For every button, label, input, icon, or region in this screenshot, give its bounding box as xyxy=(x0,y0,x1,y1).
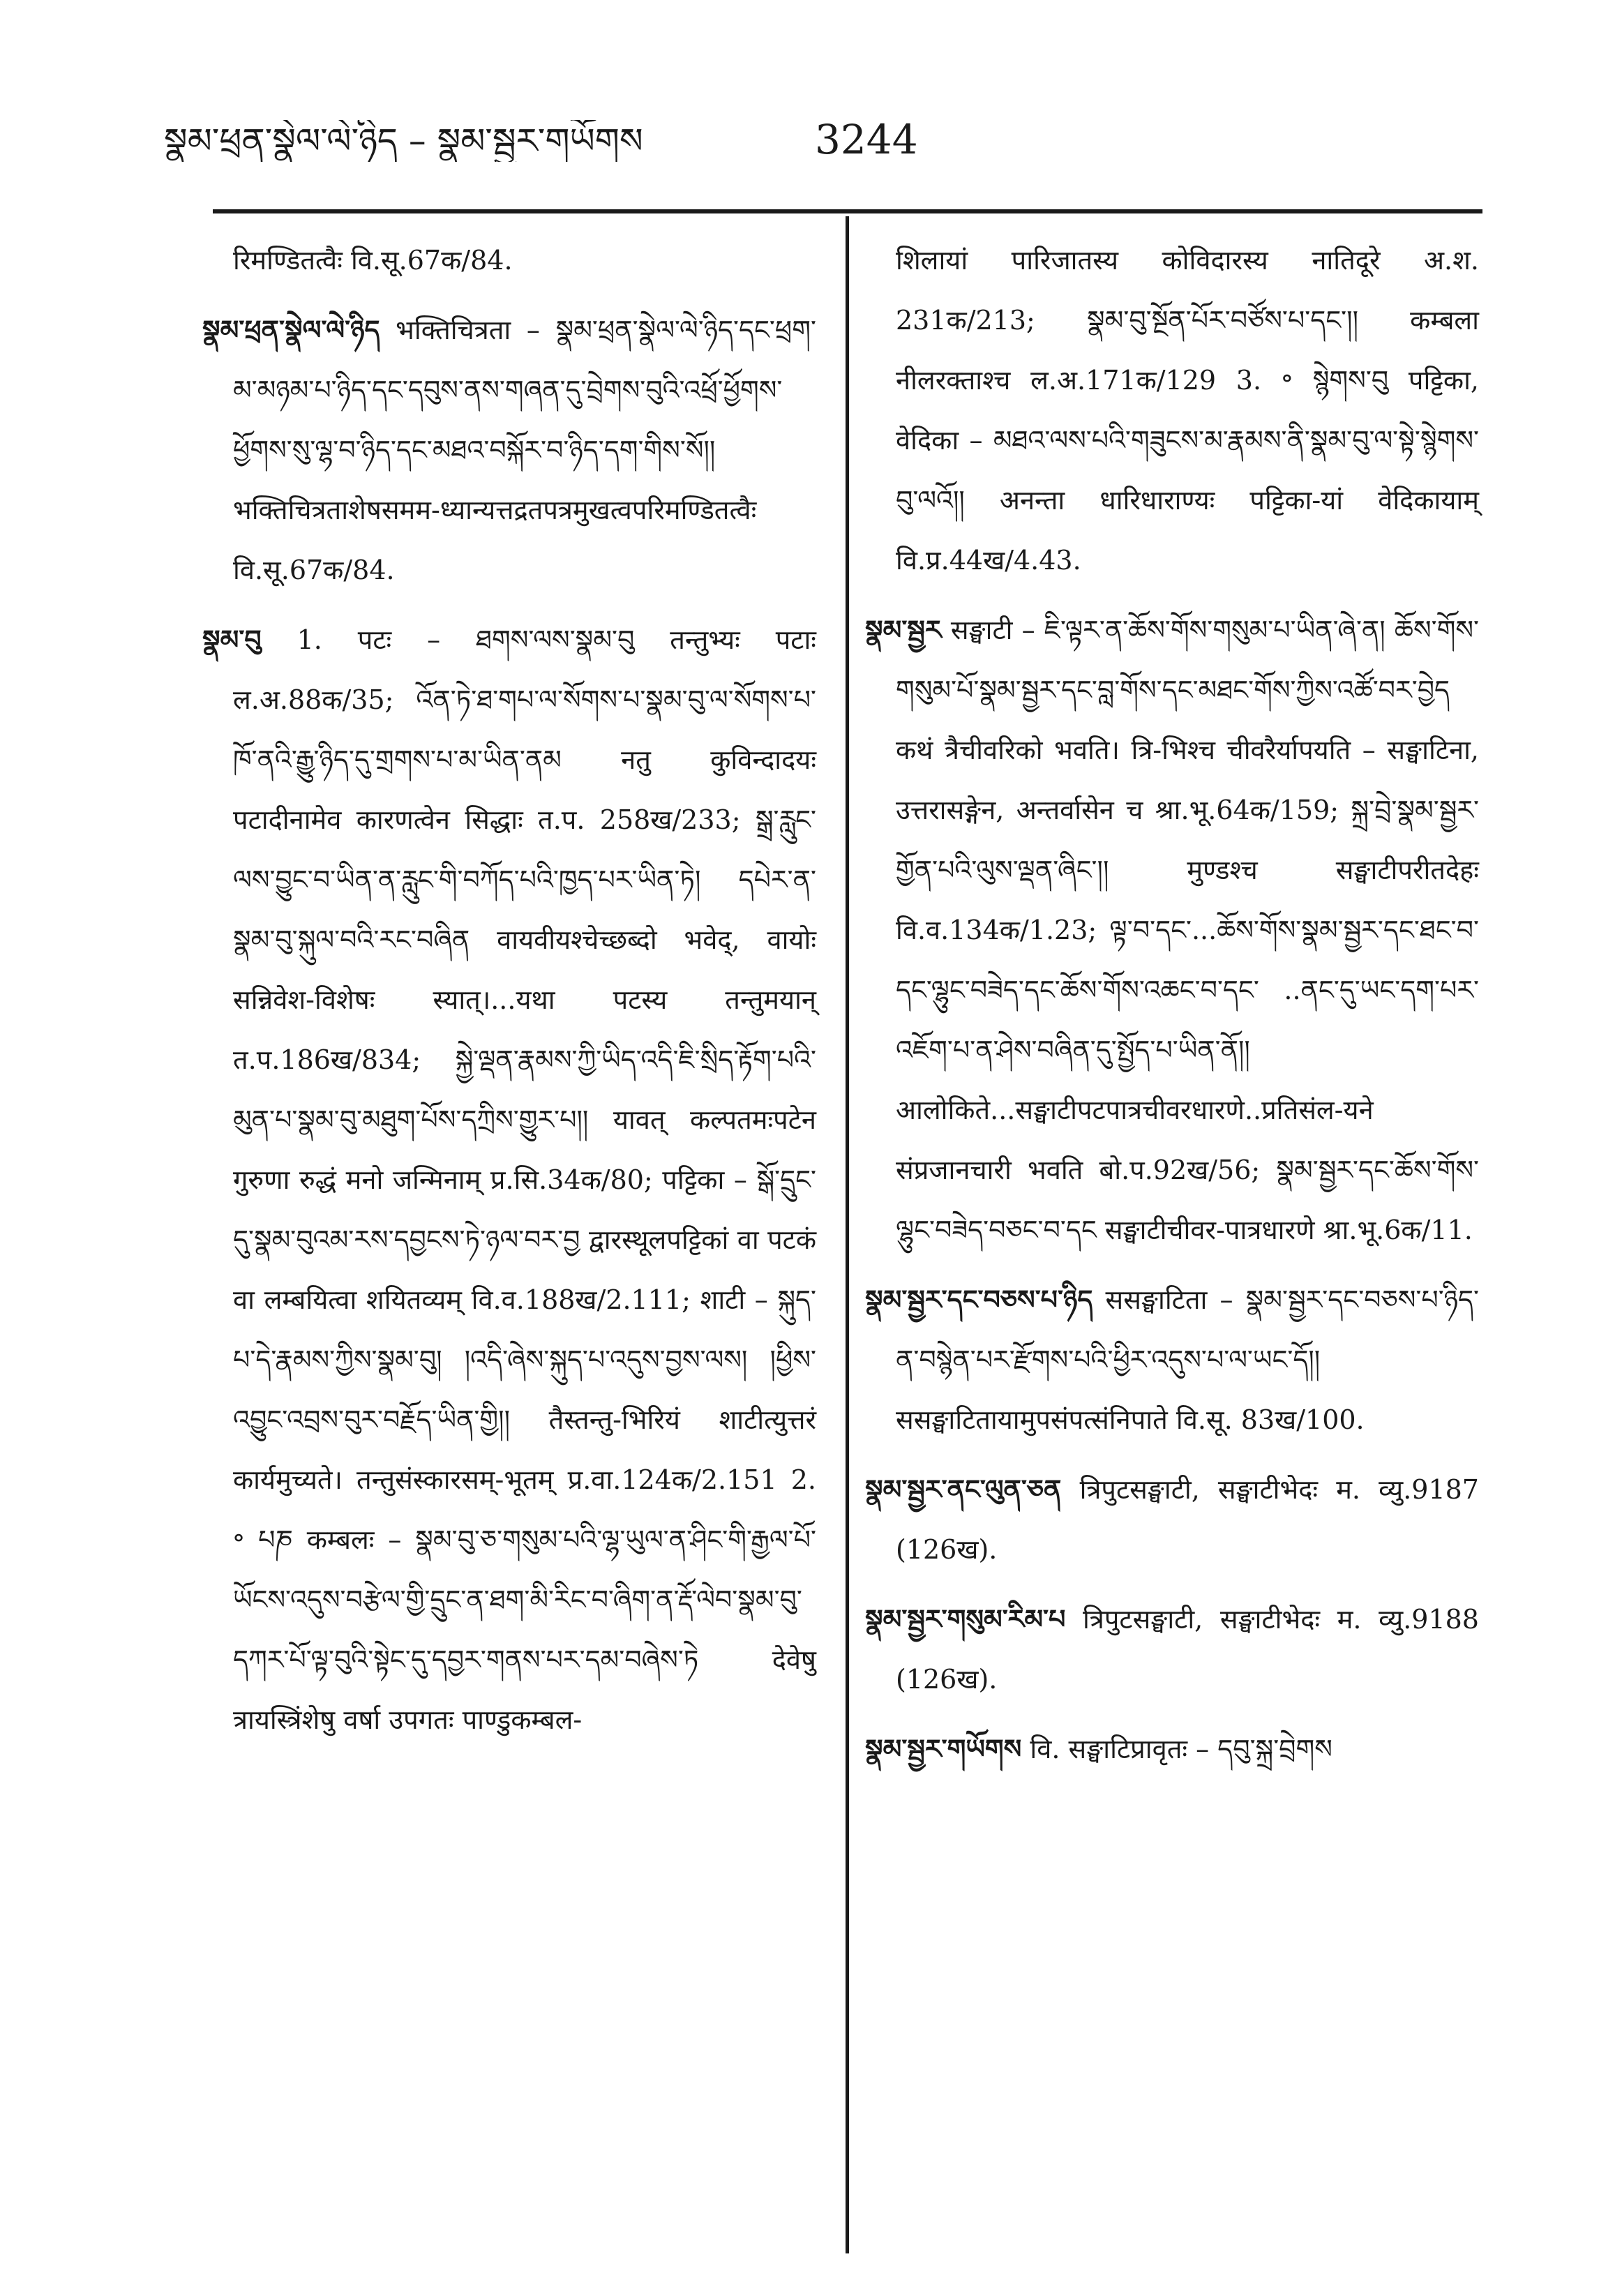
entry-body: 1. पटः – ཐགས་ལས་སྣམ་བུ तन्तुभ्यः पटाः ल.अ.88क/35; འོན་ཏེ་ཐ་གཔ་ལ་སོགས་པ་སྣམ་བུ་ལ་སོགས་པ་ཁོ་ནའི་རྒྱུ་ཉིད་དུ་གྲགས་པ་མ་ཡིན་ནམ नतु कुविन्दादयः पटादीनामेव कारणत्वेन सिद्धाः त.प. 258ख/233; སྒྲ་རླུང་ལས་བྱུང་བ་ཡིན་ན་རླུང་གི་བཀོད་པའི་ཁྱད་པར་ཡིན་ཏེ། དཔེར་ན་སྣམ་བུ་སྐུལ་བའི་རང་བཞིན वायवीयश्चेच्छब्दो भवेद्, वायोः सन्निवेश-विशेषः स्यात्।...यथा पटस्य तन्तुमयान् त.प.186ख/834; སྐྱེ་ལྡན་རྣམས་ཀྱི་ཡིད་འདི་ཇི་སྲིད་རྟོག་པའི་མུན་པ་སྣམ་བུ་མཐུག་པོས་དཀྲིས་གྱུར་པ།། यावत् कल्पतमःपटेन गुरुणा रुद्धं मनो जन्मिनाम् प्र.सि.34क/80; पट्टिका – སྒོ་དྲུང་དུ་སྣམ་བུའམ་རས་དབྱངས་ཏེ་ཉལ་བར་བྱ द्वारस्थूलपट्टिकां वा पटकं वा लम्बयित्वा शयितव्यम् वि.व.188ख/2.111; शाटी – སྐུད་པ་དེ་རྣམས་ཀྱིས་སྣམ་བུ། །འདི་ཞེས་སྐུད་པ་འདུས་བྱས་ལས། །ཕྱིས་འབྱུང་འབྲས་བུར་བརྗོད་ཡིན་གྱི།། तैस्तन्तु-भिरियं शाटीत्युत्तरं कार्यमुच्यते। तन्तुसंस्कारसम्-भूतम् प्र.वा.124क/2.151 2. ॰ པཎ कम्बलः – སྣམ་བུ་ཅ་གསུམ་པའི་ལྷ་ཡུལ་ན་ཤིང་གི་རྒྱལ་པོ་ཡོངས་འདུས་བརྩེལ་གྱི་དྲུང་ན་ཐག་མི་རིང་བ་ཞིག་ན་རྡོ་ལེབ་སྣམ་བུ་དཀར་པོ་ལྟ་བུའི་སྟེང་དུ་དབྱར་གནས་པར་དམ་བཞེས་ཏེ देवेषु त्रायस्त्रिंशेषु वर्षा उपगतः पाण्डुकम्बल- xyxy=(233,624,816,1735)
entry-body: त्रिपुटसङ्घाटी, सङ्घाटीभेदः म. व्यु.9187 (126ख). xyxy=(896,1474,1479,1565)
entry-body: त्रिपुटसङ्घाटी, सङ्घाटीभेदः म. व्यु.9188 (126ख). xyxy=(896,1604,1479,1695)
dictionary-entry xyxy=(202,300,816,600)
dictionary-entry xyxy=(865,1719,1479,1779)
entry-headword: སྣམ་སྦྱར་དང་བཅས་པ་ཉིད xyxy=(865,1284,1093,1315)
continuation-text: शिलायां पारिजातस्य कोविदारस्य नातिदूरे अ.श. 231क/213; སྣམ་བུ་སྔོན་པོར་བཙོས་པ་དང་།། कम्बला नीलरक्ताश्च ल.अ.171क/129 3. ॰ སྙེགས་བུ पट्टिका, वेदिका – མཐའ་ལས་པའི་གཟུངས་མ་རྣམས་ནི་སྣམ་བུ་ལ་སྟེ་སྙེགས་བུ་ལའོ།། अनन्ता धारिधाराण्यः पट्टिका-यां वेदिकायाम् वि.प्र.44ख/4.43. xyxy=(896,245,1479,576)
dictionary-entry xyxy=(865,1589,1479,1709)
entry-headword: སྣམ་བུ xyxy=(202,624,262,655)
entry-headword: སྣམ་སྦྱར་གཡོགས xyxy=(865,1734,1022,1764)
entry-headword: སྣམ་སྦྱར་གསུམ་རིམ་པ xyxy=(865,1604,1066,1635)
column-divider xyxy=(846,216,849,2253)
entry-body: सङ्घाटी – ཇི་ལྟར་ན་ཆོས་གོས་གསུམ་པ་ཡིན་ཞེ་ན། ཆོས་གོས་གསུམ་པོ་སྣམ་སྦྱར་དང་བླ་གོས་དང་མཐང་གོས་ཀྱིས་འཚོ་བར་བྱེད कथं त्रैचीवरिको भवति। त्रि-भिश्च चीवरैर्यापयति – सङ्घाटिना, उत्तरासङ्गेन, अन्तर्वासेन च श्रा.भू.64क/159; སྐྲ་བྲེ་སྣམ་སྦྱར་གྱོན་པའི་ལུས་ལྡན་ཞིང་།། मुण्डश्च सङ्घाटीपरीतदेहः वि.व.134क/1.23; ལྟ་བ་དང་...ཆོས་གོས་སྣམ་སྦྱར་དང་ཐང་བ་དང་ལྷུང་བཟེད་དང་ཆོས་གོས་འཆང་བ་དང་ ..ནང་དུ་ཡང་དག་པར་འཇོག་པ་ན་ཤེས་བཞིན་དུ་སྤྱོད་པ་ཡིན་ནོ།། आलोकिते...सङ्घाटीपटपात्रचीवरधारणे..प्रतिसंल-यने संप्रजानचारी भवति बो.प.92ख/56; སྣམ་སྦྱར་དང་ཆོས་གོས་ལྷུང་བཟེད་བཅང་བ་དང सङ्घाटीचीवर-पात्रधारणे श्रा.भू.6क/11. xyxy=(896,615,1479,1245)
entry-headword: སྣམ་སྦྱར xyxy=(865,615,942,645)
running-head: སྣམ་ཕྲན་སྣེལ་ལེ་ཉིད – སྣམ་སྦྱར་གཡོགས xyxy=(164,121,643,161)
entry-headword: སྣམ་སྦྱར་ནང་ལུན་ཅན xyxy=(865,1474,1062,1505)
continuation-text: रिमण्डितत्वैः वि.सू.67क/84. xyxy=(233,245,513,276)
entry-body: वि. सङ्घाटिप्रावृतः – དབུ་སྐྲ་བྲེགས xyxy=(1030,1734,1332,1764)
page-number: 3244 xyxy=(815,116,918,163)
header-rule xyxy=(213,209,1482,213)
dictionary-entry xyxy=(865,600,1479,1260)
dictionary-entry xyxy=(202,610,816,1750)
entry-body: भक्तिचित्रता – སྣམ་ཕྲན་སྣེལ་ལེ་ཉིད་དང་ཕྲག་མ་མཉམ་པ་ཉིད་དང་དབུས་ནས་གཞན་དུ་བྲེགས་བུའི་འཕྲོ་ཕྱོགས་ཕྱོགས་སུ་ལྷ་བ་ཉིད་དང་མཐའ་བསྐོར་བ་ཉིད་དག་གིས་སོ།། भक्तिचित्रताशेषसमम-ध्यान्यत्तद्रतपत्रमुखत्वपरिमण्डितत्वैः वि.सू.67क/84. xyxy=(233,315,816,585)
right-column xyxy=(865,230,1479,1789)
dictionary-entry xyxy=(865,1270,1479,1450)
entry-body: ससङ्घाटिता – སྣམ་སྦྱར་དང་བཅས་པ་ཉིད་ན་བསྙེན་པར་རྫོགས་པའི་ཕྱིར་འདུས་པ་ལ་ཡང་དོ།། ससङ्घाटितायामुपसंपत्संनिपाते वि.सू. 83ख/100. xyxy=(896,1284,1479,1435)
entry-headword: སྣམ་ཕྲན་སྣེལ་ལེ་ཉིད xyxy=(202,315,380,345)
left-column xyxy=(202,230,816,1759)
dictionary-entry xyxy=(865,1460,1479,1580)
